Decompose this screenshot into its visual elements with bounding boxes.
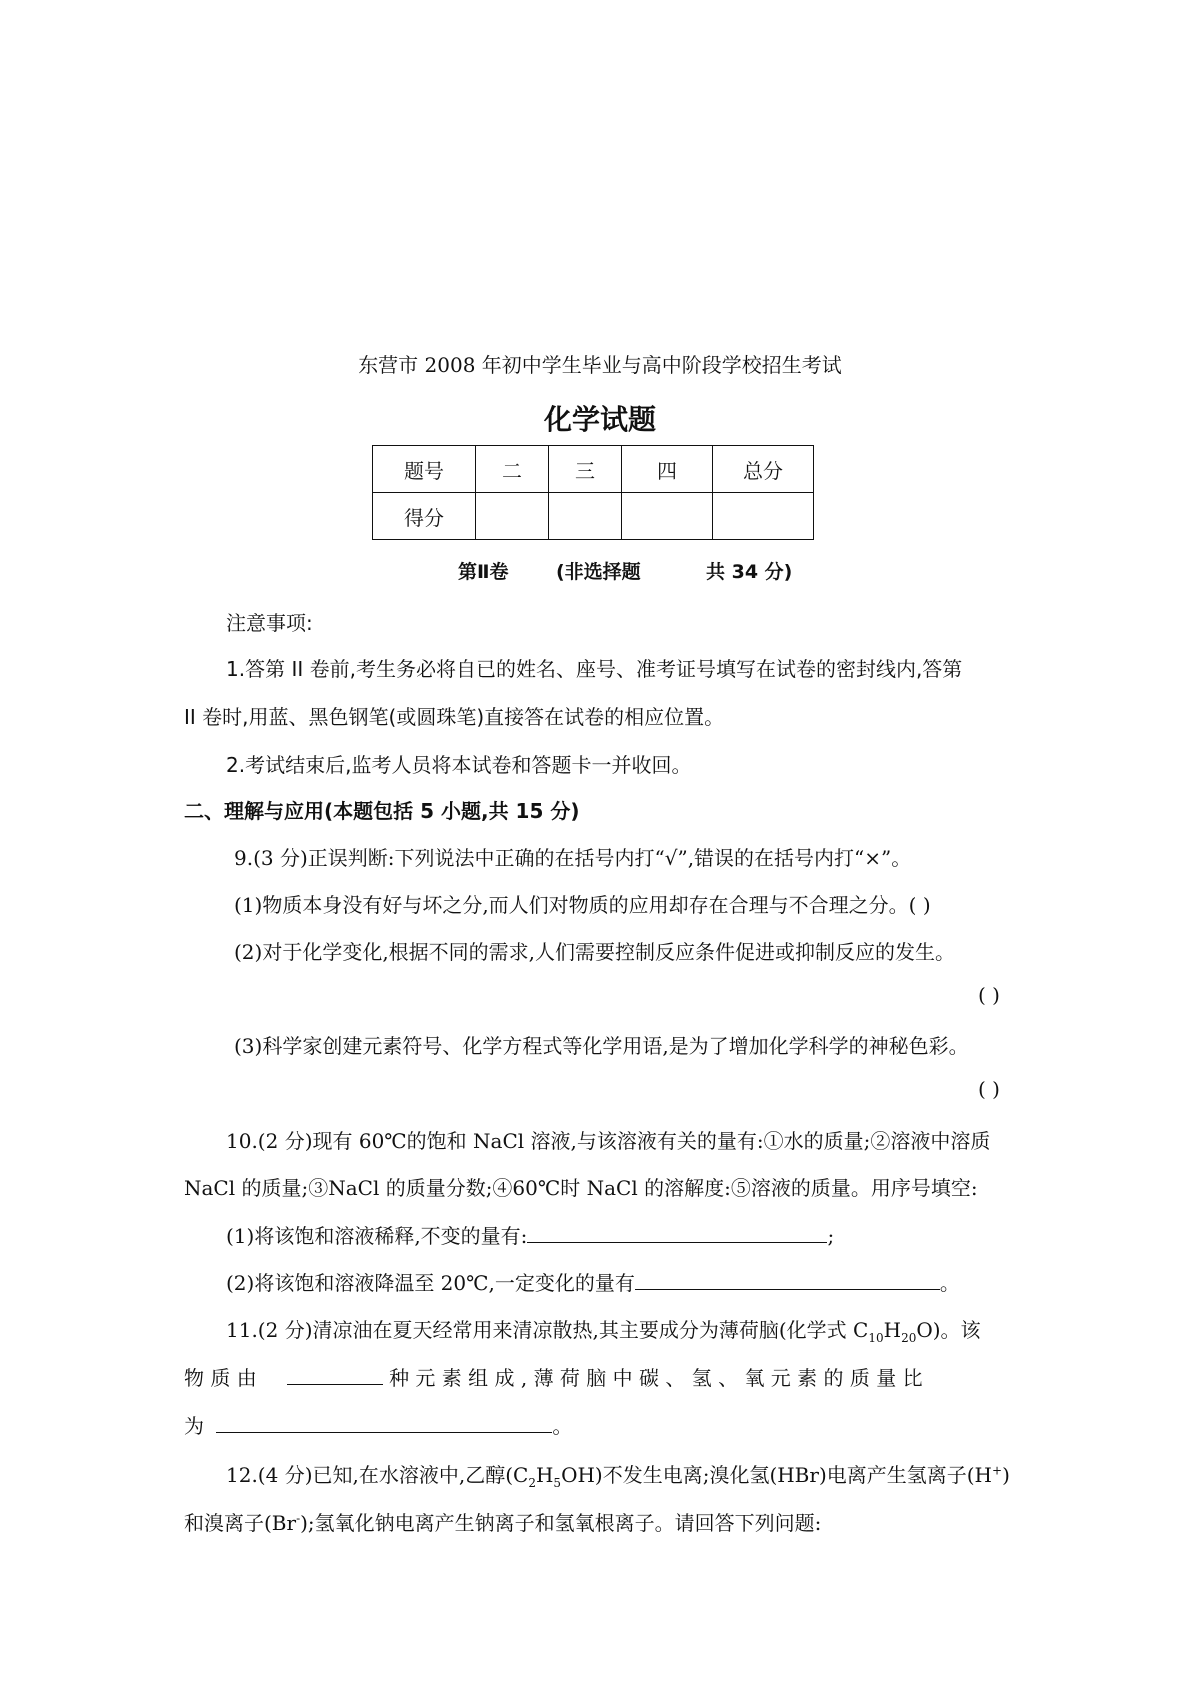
exam-title: 化学试题 [543,403,656,436]
question-11-line-2 [184,1362,923,1391]
question-12-text: );氢氧化钠电离产生钠离子和氢氧根离子。请回答下列问题: [300,1511,822,1535]
question-10-part-2 [226,1267,960,1296]
score-cell: 二 [476,446,549,493]
question-12-line-2 [184,1507,821,1536]
question-10-part-1 [226,1220,834,1249]
question-10-part-2-end: 。 [939,1271,960,1295]
answer-blank[interactable] [527,1224,827,1243]
question-11-text: O)。该 [916,1318,981,1342]
score-cell: 总分 [713,446,814,493]
score-entry-cell [549,493,622,540]
score-entry-cell [476,493,549,540]
question-10-part-1-text: (1)将该饱和溶液稀释,不变的量有: [226,1224,528,1248]
formula-element: H [883,1318,902,1342]
question-11-text: 为 [184,1414,204,1438]
question-12-text: 和溴离子(Br [184,1511,297,1535]
question-9-statement-1: (1)物质本身没有好与坏之分,而人们对物质的应用却存在合理与不合理之分。( ) [234,893,931,917]
answer-blank[interactable] [216,1414,552,1433]
question-12-text: OH)不发生电离;溴化氢(HBr)电离产生氢离子(H [561,1463,992,1487]
question-11-line-3 [184,1410,572,1439]
score-entry-cell [622,493,713,540]
superscript: + [992,1463,1003,1478]
question-11-text: 11.(2 分)清凉油在夏天经常用来清凉散热,其主要成分为薄荷脑(化学式 C [226,1318,869,1342]
question-9-statement-2: (2)对于化学变化,根据不同的需求,人们需要控制反应条件促进或抑制反应的发生。 [234,940,956,964]
answer-blank[interactable] [287,1366,383,1385]
question-11-text: 物 质 由 [184,1366,257,1390]
question-9-statement-3: (3)科学家创建元素符号、化学方程式等化学用语,是为了增加化学科学的神秘色彩。 [234,1034,969,1058]
exam-subtitle: 东营市 2008 年初中学生毕业与高中阶段学校招生考试 [358,353,842,377]
question-9-answer-paren-3: ( ) [978,1077,1000,1101]
question-12-text: ) [1002,1463,1010,1487]
score-table-score-row [373,493,814,540]
notice-item-2: 2.考试结束后,监考人员将本试卷和答题卡一并收回。 [226,753,692,777]
question-9-answer-paren-2: ( ) [978,983,1000,1007]
section-2-heading: 二、理解与应用(本题包括 5 小题,共 15 分) [184,799,580,823]
question-12-text: 12.(4 分)已知,在水溶液中,乙醇(C [226,1463,529,1487]
score-cell: 得分 [373,493,476,540]
volume-name: 第Ⅱ卷 [458,561,509,583]
question-11-line-1 [226,1314,981,1345]
answer-blank[interactable] [635,1271,940,1290]
question-10-part-1-end: ; [827,1224,835,1248]
volume-type: (非选择题 [556,561,641,583]
formula-element: H [535,1463,554,1487]
subscript: 10 [868,1331,884,1345]
superscript: - [296,1511,301,1526]
notice-item-1-line-2: II 卷时,用蓝、黑色钢笔(或圆珠笔)直接答在试卷的相应位置。 [184,705,725,729]
question-11-text: 种 元 素 组 成 , 薄 荷 脑 中 碳 、 氢 、 氧 元 素 的 质 量 比 [389,1366,923,1390]
question-10-part-2-text: (2)将该饱和溶液降温至 20℃,一定变化的量有 [226,1271,635,1295]
score-table [372,445,814,540]
question-10-line-2: NaCl 的质量;③NaCl 的质量分数;④60℃时 NaCl 的溶解度:⑤溶液的质量。用序号填空: [184,1176,978,1200]
question-10-line-1: 10.(2 分)现有 60℃的饱和 NaCl 溶液,与该溶液有关的量有:①水的质量;②溶液中溶质 [226,1129,991,1153]
notice-heading: 注意事项: [226,611,313,635]
question-9-stem: 9.(3 分)正误判断:下列说法中正确的在括号内打“√”,错误的在括号内打“×”。 [234,846,912,870]
subscript: 2 [528,1476,536,1490]
score-cell: 题号 [373,446,476,493]
score-entry-cell [713,493,814,540]
score-cell: 四 [622,446,713,493]
subscript: 20 [901,1331,917,1345]
score-cell: 三 [549,446,622,493]
question-11-text: 。 [552,1414,573,1438]
subscript: 5 [553,1476,562,1490]
volume-total: 共 34 分) [706,561,793,583]
score-table-header-row [373,446,814,493]
notice-item-1-line-1: 1.答第 II 卷前,考生务必将自已的姓名、座号、准考证号填写在试卷的密封线内,答第 [226,657,963,681]
question-12-line-1 [226,1459,1010,1490]
